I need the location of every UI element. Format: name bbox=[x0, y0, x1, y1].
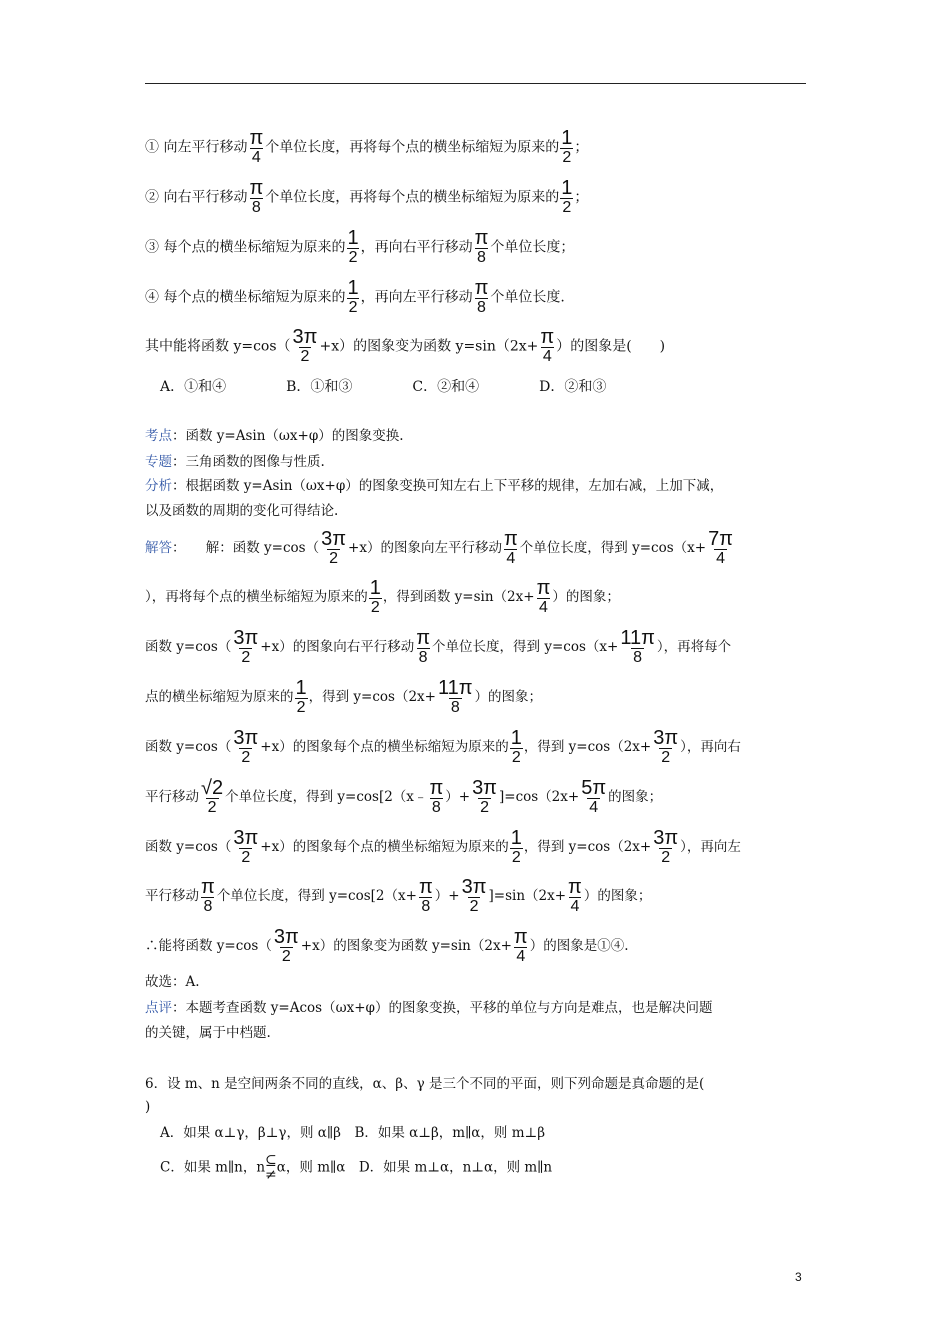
fenxi-cont: 以及函数的周期的变化可得结论. bbox=[145, 503, 339, 519]
fraction: 1 2 bbox=[561, 177, 573, 216]
jieda-line-5: 函数 y=cos（ 3π 2 +x）的图象每个点的横坐标缩短为原来的 1 2 ，得到 y=cos（2x+ 3π 2 ），再向右 bbox=[145, 727, 741, 766]
fraction: π 4 bbox=[540, 326, 555, 365]
option-1: ① 向左平行移动 π 4 个单位长度，再将每个点的横坐标缩短为原来的 1 2 ； bbox=[145, 127, 589, 166]
jieda-line-7: 函数 y=cos（ 3π 2 +x）的图象每个点的横坐标缩短为原来的 1 2 ，得到 y=cos（2x+ 3π 2 ），再向左 bbox=[145, 827, 741, 866]
fraction: π 8 bbox=[249, 177, 264, 216]
subset-neq-symbol: ⊆ ≠ bbox=[265, 1153, 277, 1183]
kaodian: 考点：函数 y=Asin（ωx+φ）的图象变换. bbox=[145, 428, 404, 444]
fraction: 3π 2 bbox=[292, 326, 318, 365]
jieda-line-6: 平行移动 √2 2 个单位长度，得到 y=cos[2（x﹣ π 8 ）+ 3π 2 ]=cos（2x+ 5π 4 的图象； bbox=[145, 777, 663, 816]
fraction: 1 2 bbox=[561, 127, 573, 166]
jieda-line-1: 解答： 解：函数 y=cos（ 3π 2 +x）的图象向左平行移动 π 4 个单位长度，得到 y=cos（x+ 7π 4 bbox=[145, 528, 733, 567]
fraction: π 8 bbox=[474, 277, 489, 316]
guxuan: 故选：A. bbox=[145, 974, 200, 990]
fraction: π 8 bbox=[474, 227, 489, 266]
q6-options-cd: C．如果 m∥n，n ⊆ ≠ α，则 m∥α D．如果 m⊥α，n⊥α，则 m∥n bbox=[160, 1153, 553, 1183]
fraction: π 4 bbox=[249, 127, 264, 166]
jieda-line-4: 点的横坐标缩短为原来的 1 2 ，得到 y=cos（2x+ 11π 8 ）的图象； bbox=[145, 677, 543, 716]
dianping: 点评：本题考查函数 y=Acos（ωx+φ）的图象变换，平移的单位与方向是难点，也是解决问题 bbox=[145, 1000, 713, 1016]
zhuanti: 专题：三角函数的图像与性质. bbox=[145, 454, 325, 470]
q6-stem-end: ) bbox=[145, 1099, 151, 1115]
option-2: ② 向右平行移动 π 8 个单位长度，再将每个点的横坐标缩短为原来的 1 2 ； bbox=[145, 177, 589, 216]
option-4: ④ 每个点的横坐标缩短为原来的 1 2 ，再向左平行移动 π 8 个单位长度. bbox=[145, 277, 565, 316]
page-number: 3 bbox=[795, 1270, 802, 1284]
question-stem: 其中能将函数 y=cos（ 3π 2 +x）的图象变为函数 y=sin（2x+ π 4 ）的图象是( ) bbox=[145, 326, 666, 365]
header-rule bbox=[145, 83, 806, 84]
jieda-line-3: 函数 y=cos（ 3π 2 +x）的图象向右平行移动 π 8 个单位长度，得到 y=cos（x+ 11π 8 ），再将每个 bbox=[145, 627, 732, 666]
choices: A．①和④ B．①和③ C．②和④ D．②和③ bbox=[160, 379, 607, 395]
jieda-line-8: 平行移动 π 8 个单位长度，得到 y=cos[2（x+ π 8 ）+ 3π 2 ]=sin（2x+ π 4 ）的图象； bbox=[145, 876, 652, 915]
fraction: 1 2 bbox=[347, 227, 359, 266]
q6-options-ab: A．如果 α⊥γ，β⊥γ，则 α∥β B．如果 α⊥β，m∥α，则 m⊥β bbox=[160, 1125, 546, 1141]
fenxi: 分析：根据函数 y=Asin（ωx+φ）的图象变换可知左右上下平移的规律，左加右减，上加下减， bbox=[145, 478, 724, 494]
dianping-cont: 的关键，属于中档题. bbox=[145, 1025, 271, 1041]
jieda-line-9: ∴能将函数 y=cos（ 3π 2 +x）的图象变为函数 y=sin（2x+ π 4 ）的图象是①④. bbox=[145, 926, 629, 965]
fraction: 1 2 bbox=[347, 277, 359, 316]
option-3: ③ 每个点的横坐标缩短为原来的 1 2 ，再向右平行移动 π 8 个单位长度； bbox=[145, 227, 575, 266]
jieda-line-2: ），再将每个点的横坐标缩短为原来的 1 2 ，得到函数 y=sin（2x+ π 4 ）的图象； bbox=[145, 577, 620, 616]
q6-stem: 6．设 m、n 是空间两条不同的直线，α、β、γ 是三个不同的平面，则下列命题是真命题的是( bbox=[145, 1076, 705, 1092]
